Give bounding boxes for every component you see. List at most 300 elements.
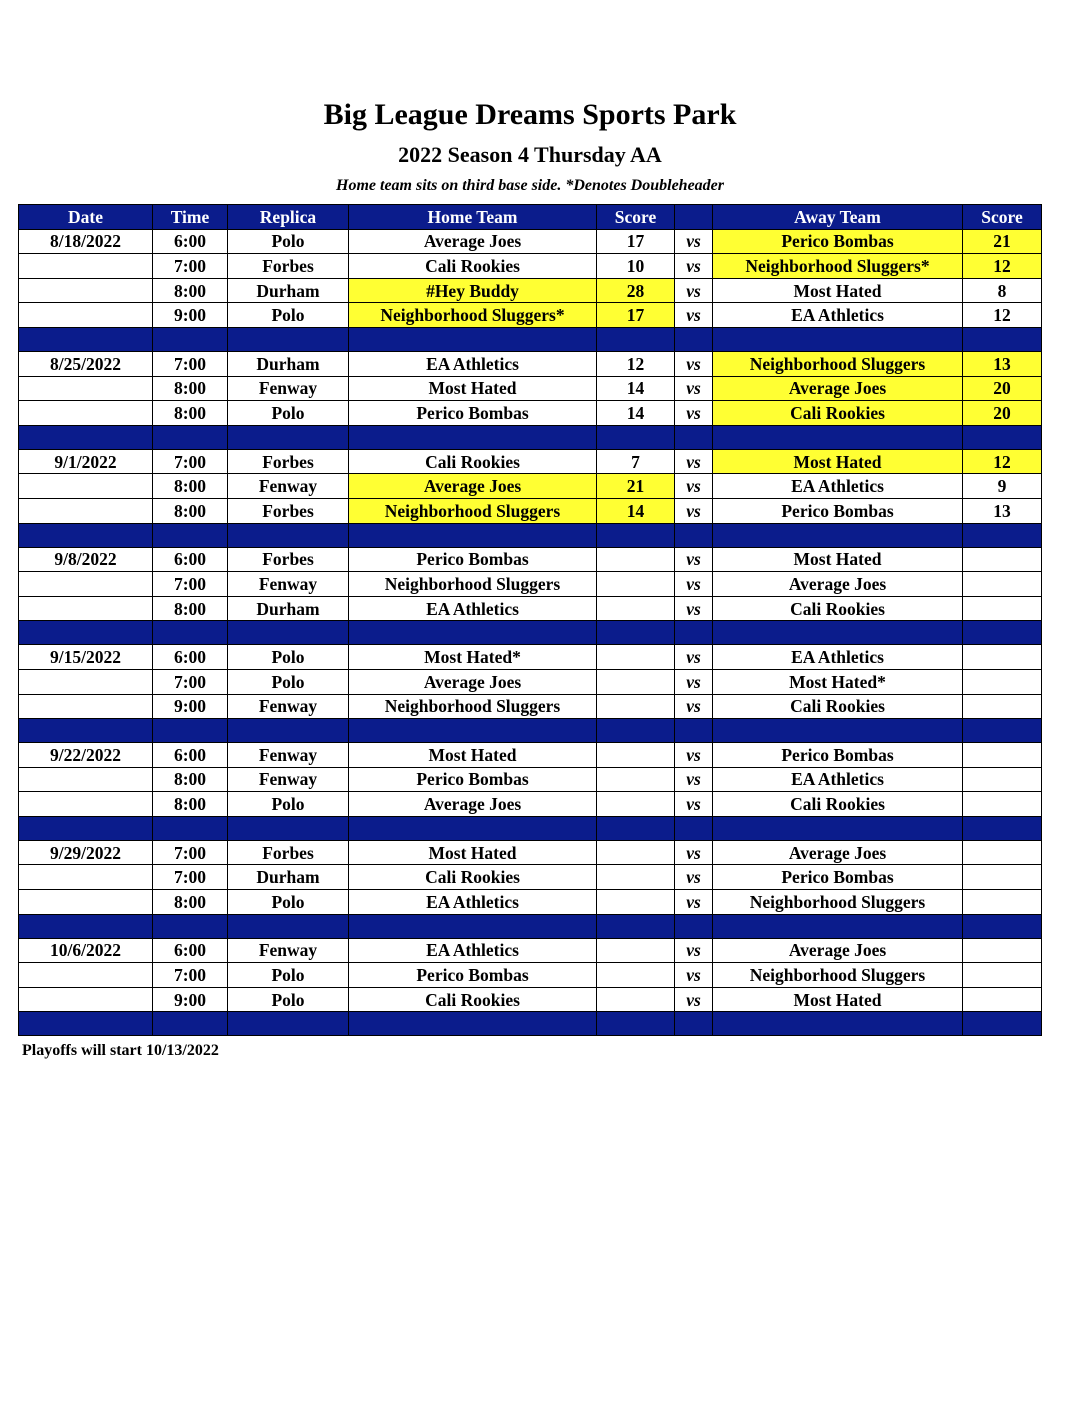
game-time: 9:00: [153, 987, 228, 1012]
separator-cell: [349, 621, 597, 645]
vs-label: vs: [675, 449, 713, 474]
table-row: [19, 449, 1042, 474]
vs-label: vs: [675, 229, 713, 254]
col-header-away-score: Score: [963, 205, 1042, 230]
separator-cell: [597, 621, 675, 645]
away-team: Perico Bombas: [713, 743, 963, 768]
away-score: [963, 743, 1042, 768]
away-team: Neighborhood Sluggers: [713, 963, 963, 988]
table-header-row: [19, 205, 1042, 230]
separator-cell: [675, 1012, 713, 1036]
separator-cell: [963, 621, 1042, 645]
separator-cell: [675, 425, 713, 449]
game-date: [19, 278, 153, 303]
vs-label: vs: [675, 792, 713, 817]
home-team: EA Athletics: [349, 938, 597, 963]
table-row: [19, 474, 1042, 499]
game-date: [19, 694, 153, 719]
separator-cell: [963, 719, 1042, 743]
table-row: [19, 547, 1042, 572]
game-date: [19, 792, 153, 817]
week-separator-row: [19, 425, 1042, 449]
game-time: 7:00: [153, 963, 228, 988]
home-score: 17: [597, 303, 675, 328]
away-score: 21: [963, 229, 1042, 254]
separator-cell: [713, 621, 963, 645]
away-team: Cali Rookies: [713, 401, 963, 426]
game-replica: Forbes: [228, 840, 349, 865]
game-date: 9/1/2022: [19, 449, 153, 474]
col-header-date: Date: [19, 205, 153, 230]
game-time: 8:00: [153, 474, 228, 499]
separator-cell: [349, 719, 597, 743]
home-team: Cali Rookies: [349, 254, 597, 279]
vs-label: vs: [675, 743, 713, 768]
home-team: Neighborhood Sluggers*: [349, 303, 597, 328]
away-score: [963, 938, 1042, 963]
away-team: Most Hated: [713, 547, 963, 572]
separator-cell: [228, 425, 349, 449]
game-replica: Polo: [228, 645, 349, 670]
game-time: 8:00: [153, 792, 228, 817]
home-team: Perico Bombas: [349, 547, 597, 572]
away-score: [963, 840, 1042, 865]
game-time: 6:00: [153, 743, 228, 768]
week-separator-row: [19, 719, 1042, 743]
game-replica: Durham: [228, 596, 349, 621]
home-score: [597, 890, 675, 915]
home-score: 17: [597, 229, 675, 254]
away-team: Cali Rookies: [713, 694, 963, 719]
separator-cell: [153, 425, 228, 449]
table-row: [19, 376, 1042, 401]
home-score: [597, 840, 675, 865]
home-score: [597, 767, 675, 792]
home-score: 12: [597, 351, 675, 376]
home-score: [597, 572, 675, 597]
away-team: Neighborhood Sluggers: [713, 351, 963, 376]
vs-label: vs: [675, 376, 713, 401]
week-separator-row: [19, 327, 1042, 351]
home-score: [597, 694, 675, 719]
home-score: [597, 596, 675, 621]
separator-cell: [713, 816, 963, 840]
table-row: [19, 645, 1042, 670]
game-time: 6:00: [153, 645, 228, 670]
vs-label: vs: [675, 865, 713, 890]
away-score: 20: [963, 401, 1042, 426]
home-score: 14: [597, 376, 675, 401]
separator-cell: [675, 523, 713, 547]
separator-cell: [153, 719, 228, 743]
home-score: [597, 547, 675, 572]
away-team: EA Athletics: [713, 767, 963, 792]
separator-cell: [963, 816, 1042, 840]
table-row: [19, 278, 1042, 303]
vs-label: vs: [675, 938, 713, 963]
away-score: [963, 963, 1042, 988]
table-row: [19, 865, 1042, 890]
table-row: [19, 498, 1042, 523]
separator-cell: [19, 327, 153, 351]
table-row: [19, 890, 1042, 915]
schedule-note: Home team sits on third base side. *Denotes Doubleheader: [336, 177, 724, 194]
home-score: [597, 743, 675, 768]
away-team: Cali Rookies: [713, 596, 963, 621]
separator-cell: [228, 914, 349, 938]
away-score: [963, 669, 1042, 694]
away-score: [963, 890, 1042, 915]
page-subtitle: 2022 Season 4 Thursday AA: [398, 142, 662, 167]
away-team: Most Hated*: [713, 669, 963, 694]
table-row: [19, 840, 1042, 865]
away-score: 12: [963, 303, 1042, 328]
game-replica: Fenway: [228, 743, 349, 768]
home-score: [597, 963, 675, 988]
vs-label: vs: [675, 963, 713, 988]
separator-cell: [19, 719, 153, 743]
separator-cell: [675, 621, 713, 645]
vs-label: vs: [675, 351, 713, 376]
vs-label: vs: [675, 498, 713, 523]
away-team: EA Athletics: [713, 474, 963, 499]
game-date: [19, 303, 153, 328]
separator-cell: [228, 523, 349, 547]
separator-cell: [349, 523, 597, 547]
separator-cell: [713, 327, 963, 351]
game-replica: Polo: [228, 987, 349, 1012]
col-header-replica: Replica: [228, 205, 349, 230]
table-row: [19, 229, 1042, 254]
away-score: 8: [963, 278, 1042, 303]
game-time: 6:00: [153, 547, 228, 572]
game-time: 7:00: [153, 840, 228, 865]
separator-cell: [153, 914, 228, 938]
game-date: [19, 474, 153, 499]
separator-cell: [713, 425, 963, 449]
col-header-home-team: Home Team: [349, 205, 597, 230]
game-replica: Durham: [228, 865, 349, 890]
vs-label: vs: [675, 303, 713, 328]
game-time: 6:00: [153, 938, 228, 963]
separator-cell: [597, 523, 675, 547]
vs-label: vs: [675, 278, 713, 303]
separator-cell: [19, 523, 153, 547]
game-date: [19, 963, 153, 988]
away-team: Perico Bombas: [713, 229, 963, 254]
game-date: [19, 401, 153, 426]
home-score: 14: [597, 498, 675, 523]
game-time: 8:00: [153, 401, 228, 426]
game-time: 6:00: [153, 229, 228, 254]
game-replica: Polo: [228, 303, 349, 328]
separator-cell: [597, 719, 675, 743]
game-time: 7:00: [153, 254, 228, 279]
separator-cell: [349, 425, 597, 449]
away-team: Most Hated: [713, 987, 963, 1012]
away-team: Neighborhood Sluggers*: [713, 254, 963, 279]
table-row: [19, 351, 1042, 376]
game-date: 8/18/2022: [19, 229, 153, 254]
away-score: [963, 987, 1042, 1012]
away-team: Average Joes: [713, 376, 963, 401]
game-replica: Polo: [228, 792, 349, 817]
away-team: EA Athletics: [713, 303, 963, 328]
away-team: Perico Bombas: [713, 498, 963, 523]
separator-cell: [675, 327, 713, 351]
table-row: [19, 401, 1042, 426]
separator-cell: [19, 425, 153, 449]
away-score: [963, 865, 1042, 890]
home-team: #Hey Buddy: [349, 278, 597, 303]
separator-cell: [228, 327, 349, 351]
game-date: 9/22/2022: [19, 743, 153, 768]
home-team: Perico Bombas: [349, 401, 597, 426]
separator-cell: [349, 914, 597, 938]
game-replica: Forbes: [228, 449, 349, 474]
separator-cell: [675, 914, 713, 938]
away-score: [963, 547, 1042, 572]
game-time: 8:00: [153, 890, 228, 915]
schedule-body: [19, 229, 1042, 1036]
away-score: 13: [963, 498, 1042, 523]
game-date: 9/29/2022: [19, 840, 153, 865]
table-row: [19, 743, 1042, 768]
separator-cell: [153, 523, 228, 547]
home-team: Perico Bombas: [349, 767, 597, 792]
away-score: [963, 572, 1042, 597]
week-separator-row: [19, 523, 1042, 547]
home-team: Average Joes: [349, 669, 597, 694]
home-score: [597, 987, 675, 1012]
home-team: Neighborhood Sluggers: [349, 498, 597, 523]
separator-cell: [349, 327, 597, 351]
away-team: Cali Rookies: [713, 792, 963, 817]
away-team: EA Athletics: [713, 645, 963, 670]
vs-label: vs: [675, 596, 713, 621]
vs-label: vs: [675, 767, 713, 792]
separator-cell: [19, 1012, 153, 1036]
vs-label: vs: [675, 669, 713, 694]
vs-label: vs: [675, 547, 713, 572]
home-team: Neighborhood Sluggers: [349, 572, 597, 597]
table-row: [19, 669, 1042, 694]
separator-cell: [153, 1012, 228, 1036]
separator-cell: [963, 523, 1042, 547]
vs-label: vs: [675, 401, 713, 426]
game-replica: Forbes: [228, 498, 349, 523]
home-team: Most Hated*: [349, 645, 597, 670]
separator-cell: [153, 621, 228, 645]
playoffs-note: Playoffs will start 10/13/2022: [22, 1042, 219, 1059]
week-separator-row: [19, 816, 1042, 840]
game-time: 7:00: [153, 351, 228, 376]
vs-label: vs: [675, 572, 713, 597]
col-header-time: Time: [153, 205, 228, 230]
col-header-away-team: Away Team: [713, 205, 963, 230]
game-replica: Fenway: [228, 938, 349, 963]
separator-cell: [675, 719, 713, 743]
separator-cell: [228, 719, 349, 743]
game-time: 8:00: [153, 596, 228, 621]
week-separator-row: [19, 621, 1042, 645]
game-date: 9/8/2022: [19, 547, 153, 572]
home-score: [597, 669, 675, 694]
week-separator-row: [19, 1012, 1042, 1036]
game-date: 10/6/2022: [19, 938, 153, 963]
away-team: Perico Bombas: [713, 865, 963, 890]
game-replica: Fenway: [228, 572, 349, 597]
home-team: EA Athletics: [349, 351, 597, 376]
separator-cell: [597, 914, 675, 938]
away-score: [963, 694, 1042, 719]
home-score: 21: [597, 474, 675, 499]
home-team: Cali Rookies: [349, 449, 597, 474]
separator-cell: [963, 425, 1042, 449]
away-score: 9: [963, 474, 1042, 499]
home-score: 10: [597, 254, 675, 279]
separator-cell: [963, 327, 1042, 351]
home-team: EA Athletics: [349, 890, 597, 915]
separator-cell: [963, 914, 1042, 938]
table-row: [19, 572, 1042, 597]
game-replica: Polo: [228, 401, 349, 426]
col-header-home-score: Score: [597, 205, 675, 230]
vs-label: vs: [675, 645, 713, 670]
vs-label: vs: [675, 474, 713, 499]
away-score: 20: [963, 376, 1042, 401]
game-replica: Polo: [228, 963, 349, 988]
home-team: Most Hated: [349, 376, 597, 401]
separator-cell: [19, 621, 153, 645]
away-team: Neighborhood Sluggers: [713, 890, 963, 915]
game-date: [19, 669, 153, 694]
schedule-table: [18, 204, 1042, 1036]
away-team: Most Hated: [713, 449, 963, 474]
separator-cell: [349, 816, 597, 840]
table-row: [19, 303, 1042, 328]
separator-cell: [19, 914, 153, 938]
game-time: 8:00: [153, 278, 228, 303]
away-score: 13: [963, 351, 1042, 376]
game-time: 7:00: [153, 449, 228, 474]
game-time: 8:00: [153, 767, 228, 792]
separator-cell: [349, 1012, 597, 1036]
table-row: [19, 767, 1042, 792]
game-replica: Forbes: [228, 254, 349, 279]
separator-cell: [597, 1012, 675, 1036]
home-team: Most Hated: [349, 743, 597, 768]
table-row: [19, 694, 1042, 719]
away-score: 12: [963, 254, 1042, 279]
game-date: [19, 572, 153, 597]
separator-cell: [713, 914, 963, 938]
away-score: [963, 596, 1042, 621]
game-date: [19, 498, 153, 523]
game-time: 7:00: [153, 572, 228, 597]
away-team: Most Hated: [713, 278, 963, 303]
game-replica: Fenway: [228, 474, 349, 499]
separator-cell: [153, 327, 228, 351]
away-team: Average Joes: [713, 840, 963, 865]
game-replica: Fenway: [228, 694, 349, 719]
separator-cell: [228, 621, 349, 645]
game-time: 9:00: [153, 694, 228, 719]
home-score: 28: [597, 278, 675, 303]
game-date: [19, 596, 153, 621]
table-row: [19, 963, 1042, 988]
vs-label: vs: [675, 254, 713, 279]
table-row: [19, 792, 1042, 817]
separator-cell: [597, 327, 675, 351]
separator-cell: [153, 816, 228, 840]
game-date: 9/15/2022: [19, 645, 153, 670]
home-team: Most Hated: [349, 840, 597, 865]
game-time: 7:00: [153, 865, 228, 890]
game-replica: Polo: [228, 890, 349, 915]
away-team: Average Joes: [713, 572, 963, 597]
game-date: [19, 767, 153, 792]
separator-cell: [597, 425, 675, 449]
away-score: [963, 645, 1042, 670]
game-date: [19, 865, 153, 890]
game-replica: Forbes: [228, 547, 349, 572]
table-row: [19, 596, 1042, 621]
separator-cell: [228, 816, 349, 840]
separator-cell: [713, 523, 963, 547]
home-team: Average Joes: [349, 474, 597, 499]
game-date: [19, 254, 153, 279]
game-replica: Durham: [228, 351, 349, 376]
vs-label: vs: [675, 890, 713, 915]
game-date: [19, 987, 153, 1012]
col-header-vs: [675, 205, 713, 230]
game-date: [19, 890, 153, 915]
home-score: 7: [597, 449, 675, 474]
home-score: [597, 865, 675, 890]
home-team: Perico Bombas: [349, 963, 597, 988]
game-replica: Polo: [228, 669, 349, 694]
vs-label: vs: [675, 840, 713, 865]
game-replica: Fenway: [228, 376, 349, 401]
game-time: 8:00: [153, 376, 228, 401]
game-time: 9:00: [153, 303, 228, 328]
home-team: Average Joes: [349, 229, 597, 254]
game-date: [19, 376, 153, 401]
game-replica: Polo: [228, 229, 349, 254]
vs-label: vs: [675, 694, 713, 719]
away-score: 12: [963, 449, 1042, 474]
away-score: [963, 792, 1042, 817]
separator-cell: [713, 719, 963, 743]
table-row: [19, 987, 1042, 1012]
home-team: Cali Rookies: [349, 987, 597, 1012]
home-score: [597, 938, 675, 963]
separator-cell: [713, 1012, 963, 1036]
separator-cell: [597, 816, 675, 840]
away-score: [963, 767, 1042, 792]
table-row: [19, 254, 1042, 279]
home-score: 14: [597, 401, 675, 426]
away-team: Average Joes: [713, 938, 963, 963]
separator-cell: [963, 1012, 1042, 1036]
separator-cell: [675, 816, 713, 840]
game-time: 8:00: [153, 498, 228, 523]
home-team: Average Joes: [349, 792, 597, 817]
week-separator-row: [19, 914, 1042, 938]
game-replica: Fenway: [228, 767, 349, 792]
page-title: Big League Dreams Sports Park: [323, 98, 737, 131]
